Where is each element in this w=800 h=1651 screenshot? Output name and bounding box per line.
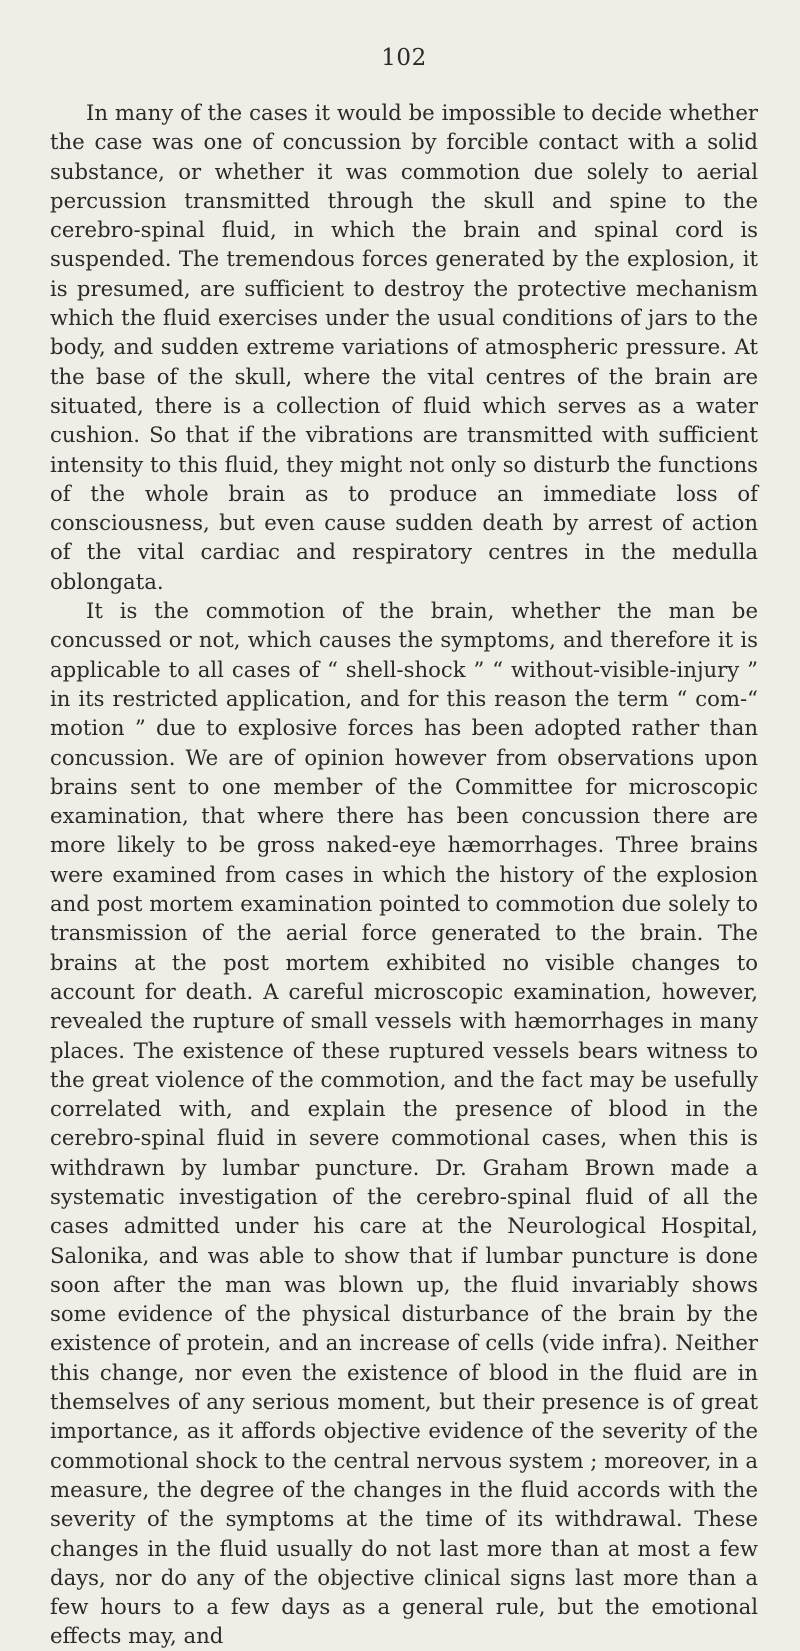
body-text bbox=[50, 98, 758, 1651]
paragraph-2: It is the commotion of the brain, whether the man be concussed or not, which causes the symptoms, and therefore it is applicable to all cases of “ shell-shock ” “ without-visible-injury ” in its restricted application, and for this reason the term “ com-“ motion ” due to explosive forces has been adopted rather than concussion. We are of opinion however from observations upon brains sent to one member of the Committee for microscopic examination, that where there has been concussion there are more likely to be gross naked-eye hæmorrhages. Three brains were examined from cases in which the history of the explosion and post mortem examination pointed to commotion due solely to transmission of the aerial force generated to the brain. The brains at the post mortem exhibited no visible changes to account for death. A careful microscopic examination, however, revealed the rupture of small vessels with hæmorrhages in many places. The existence of these ruptured vessels bears witness to the great violence of the commotion, and the fact may be usefully correlated with, and explain the presence of blood in the cerebro-spinal fluid in severe commotional cases, when this is withdrawn by lumbar puncture. Dr. Graham Brown made a systematic investigation of the cerebro-spinal fluid of all the cases admitted under his care at the Neurological Hospital, Salonika, and was able to show that if lumbar puncture is done soon after the man was blown up, the fluid invariably shows some evidence of the physical disturbance of the brain by the existence of protein, and an increase of cells (vide infra). Neither this change, nor even the existence of blood in the fluid are in themselves of any serious moment, but their presence is of great importance, as it affords objective evidence of the severity of the commotional shock to the central nervous system ; moreover, in a measure, the degree of the changes in the fluid accords with the severity of the symptoms at the time of its withdrawal. These changes in the fluid usually do not last more than at most a few days, nor do any of the objective clinical signs last more than a few hours to a few days as a general rule, but the emotional effects may, and bbox=[50, 598, 758, 1649]
paragraph-1: In many of the cases it would be impossible to decide whether the case was one of concussion by forcible contact with a solid substance, or whether it was commotion due solely to aerial percussion transmitted through the skull and spine to the cerebro-spinal fluid, in which the brain and spinal cord is suspended. The tremendous forces generated by the explosion, it is presumed, are sufficient to destroy the protective mechanism which the fluid exercises under the usual conditions of jars to the body, and sudden extreme variations of atmospheric pressure. At the base of the skull, where the vital centres of the brain are situated, there is a collection of fluid which serves as a water cushion. So that if the vibrations are transmitted with sufficient intensity to this fluid, they might not only so disturb the functions of the whole brain as to produce an immediate loss of consciousness, but even cause sudden death by arrest of action of the vital cardiac and respiratory centres in the medulla oblongata. bbox=[50, 100, 758, 594]
page-number: 102 bbox=[381, 45, 427, 71]
